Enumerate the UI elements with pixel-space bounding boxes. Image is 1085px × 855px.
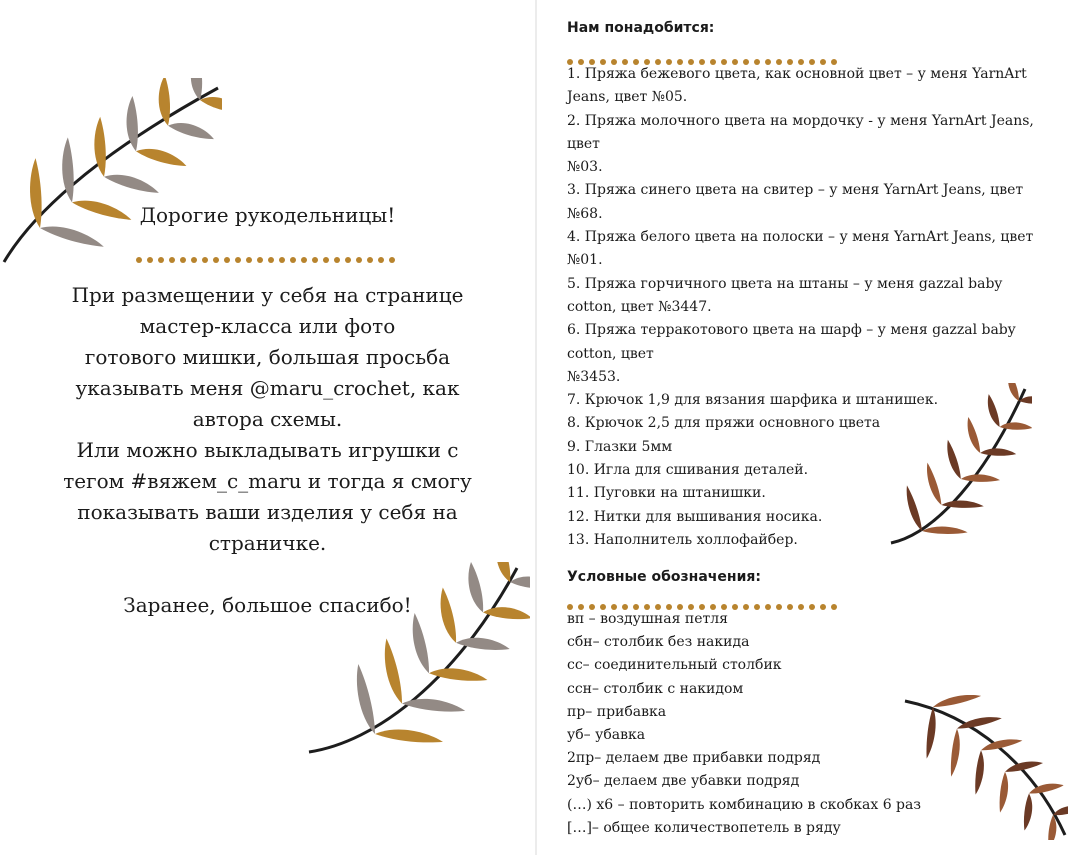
list-item: цвет [567,135,600,152]
list-item: 12. Нитки для вышивания носика. [567,508,823,525]
fern-frond [103,169,161,196]
list-item: 2. Пряжа молочного цвета на мордочку - у меня YarnArt Jeans, [567,112,1034,129]
fern-frond [435,587,459,645]
fern-frond [167,118,216,142]
materials-title: Нам понадобится: [567,20,715,36]
fern-frond [483,605,530,622]
fern-frond [902,485,924,533]
list-item: 5. Пряжа горчичного цвета на штаны – у меня gazzal baby [567,275,1003,292]
fern-frond [932,695,982,709]
fern-frond [943,439,963,481]
list-item: 9. Глазки 5мм [567,438,673,455]
list-item: вп – воздушная петля [567,611,728,627]
fern-frond [375,726,444,745]
legend-title: Условные обозначения: [567,569,761,585]
list-item: 1. Пряжа бежевого цвета, как основной цвет – у меня YarnArt [567,66,1027,82]
fern-frond [1052,803,1068,817]
fern-branch-icon [887,383,1032,548]
fern-frond [402,696,466,714]
list-item: №68. [567,205,603,222]
fern-frond [973,750,986,795]
list-item: №3453. [567,368,621,385]
fern-frond [1022,793,1034,831]
list-item: 2уб– делаем две убавки подряд [567,773,800,790]
list-item: 11. Пуговки на штанишки. [567,485,766,502]
fern-frond [429,666,489,684]
fern-frond [351,663,378,736]
right-page [537,0,1085,855]
paragraph-line: готового мишки, большая просьба [84,345,451,369]
list-item: 8. Крючок 2,5 для пряжи основного цвета [567,415,881,432]
list-item: пр– прибавка [567,703,667,720]
paragraph-line: мастер-класса или фото [139,314,396,338]
fern-frond [924,707,938,760]
list-item: 10. Игла для сшивания деталей. [567,462,809,479]
dot-divider [128,241,408,272]
fern-frond [492,562,514,584]
paragraph-line: При размещении у себя на странице [71,283,464,307]
list-item: 3. Пряжа синего цвета на свитер – у меня YarnArt Jeans, цвет [567,182,1024,199]
fern-frond [980,448,1016,456]
fern-frond [922,526,968,535]
fern-frond [135,144,189,169]
thanks-text: Заранее, большое спасибо! [123,593,412,617]
fern-frond [407,612,432,675]
greeting-block [0,200,535,621]
fern-frond [984,393,1002,428]
fern-frond [157,78,171,126]
fern-branch-icon [305,562,530,757]
fern-frond [923,462,944,507]
list-item: 4. Пряжа белого цвета на полоски – у меня YarnArt Jeans, цвет [567,229,1034,246]
fern-frond [963,416,982,454]
list-item: 6. Пряжа терракотового цвета на шарф – у меня gazzal baby [567,322,1016,339]
list-item: №01. [567,252,603,269]
paragraph-line: показывать ваши изделия у себя на [77,500,458,524]
fern-frond [949,728,962,777]
list-item: (…) х6 – повторить комбинацию в скобках 6 раз [567,796,922,813]
left-page [0,0,535,855]
paragraph-line: тегом #вяжем_с_maru и тогда я смогу [63,469,472,493]
paragraph-line: Или можно выкладывать игрушки с [76,438,459,462]
fern-frond [463,562,486,614]
list-item: сс– соединительный столбик [567,657,782,674]
paragraph-line: страничке. [208,531,327,555]
fern-frond [379,638,405,706]
list-item: 2пр– делаем две прибавки подряд [567,750,821,767]
list-item: […]– общее количествопетель в ряду [567,819,841,836]
greeting-paragraph [38,280,498,559]
fern-frond [1004,383,1021,403]
list-item: Jeans, цвет №05. [567,89,688,106]
list-item: сбн– столбик без накида [567,634,750,651]
list-item: 7. Крючок 1,9 для вязания шарфика и штанишек. [567,392,939,409]
greeting-title: Дорогие рукодельницы! [139,203,396,227]
paragraph-line: автора схемы. [192,407,343,431]
paragraph-line: указывать меня @maru_crochet, как [75,376,460,400]
list-item: ссн– столбик с накидом [567,680,744,697]
list-item: cotton, цвет [567,345,654,362]
fern-frond [961,474,1000,483]
list-item: cotton, цвет №3447. [567,298,712,315]
fern-branch-icon [903,695,1068,840]
list-item: №03. [567,159,603,176]
list-item: 13. Наполнитель холлофайбер. [567,531,798,548]
list-item: уб– убавка [567,727,646,744]
fern-frond [998,772,1010,814]
